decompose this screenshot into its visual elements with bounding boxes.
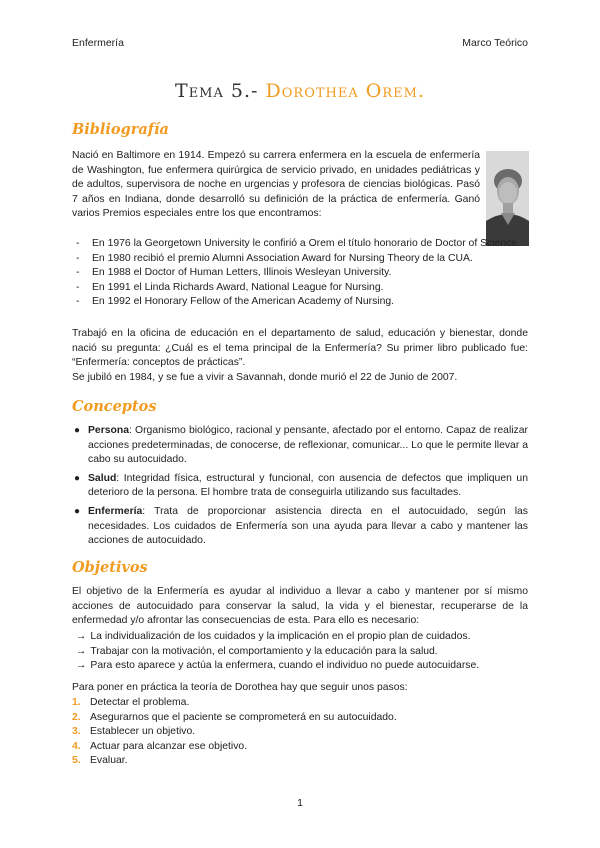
list-item: → La individualización de los cuidados y la implicación en el propio plan de cuidados. — [76, 631, 471, 642]
list-item: - En 1976 la Georgetown University le confirió a Orem el título honorario de Doctor of Science. — [76, 238, 520, 249]
header-subject: Enfermería — [72, 37, 124, 49]
list-item: 1. Detectar el problema. — [72, 697, 190, 708]
list-item: - En 1991 el Linda Richards Award, National League for Nursing. — [76, 281, 384, 293]
bio-para-3: Se jubiló en 1984, y se fue a vivir a Savannah, donde murió el 22 de Junio de 2007. — [72, 372, 458, 383]
page-title — [0, 80, 600, 102]
heading-bibliografia: Bibliografía — [72, 121, 169, 138]
concepts-list — [72, 424, 528, 553]
page-number: 1 — [297, 797, 303, 809]
list-item: → Trabajar con la motivación, el comportamiento y la educación para la salud. — [76, 645, 438, 657]
list-item: - En 1992 el Honorary Fellow of the American Academy of Nursing. — [76, 296, 395, 308]
list-item: 2. Asegurarnos que el paciente se comprometerá en su autocuidado. — [72, 711, 397, 723]
objetivos-intro: El objetivo de la Enfermería es ayudar al individuo a llevar a cabo y mantener por sí mismo acciones de autocuidado para conservar la salud, la vida y el bienestar, recuperarse de la enfermedad y/o afrontar las consecuencias de esta. Para ello es necesario: — [72, 586, 528, 627]
list-item: ● Persona: Organismo biológico, racional y pensante, afectado por el entorno. Capaz de realizar acciones predeterminadas, de conocerse, de reflexionar, comunicar... Lo que le permite llevar a cabo su autocuidado. — [74, 425, 528, 466]
awards-list — [76, 237, 528, 310]
bio-para-2: Trabajó en la oficina de educación en el departamento de salud, educación y bienestar, donde nació su pregunta: ¿Cuál es el tema principal de la Enfermería? Su primer libro publicado fue: “Enfermería: conceptos de prácticas”. — [72, 328, 528, 369]
list-item: 4. Actuar para alcanzar ese objetivo. — [72, 740, 248, 752]
objetivos-arrow-list — [76, 630, 528, 674]
steps-intro: Para poner en práctica la teoría de Dorothea hay que seguir unos pasos: — [72, 682, 408, 693]
list-item: - En 1988 el Doctor of Human Letters, Illinois Wesleyan University. — [76, 267, 392, 279]
title-name: Dorothea Orem. — [258, 80, 425, 102]
list-item: 5. Evaluar. — [72, 755, 128, 767]
steps-list — [72, 696, 528, 769]
header-section: Marco Teórico — [462, 37, 528, 49]
list-item: ● Enfermería: Trata de proporcionar asistencia directa en el autocuidado, según las necesidades. Los cuidados de Enfermería son una ayuda para llevar a cabo y mantener las acciones de autocuidado. — [74, 505, 528, 547]
list-item: 3. Establecer un objetivo. — [72, 726, 196, 738]
list-item: → Para esto aparece y actúa la enfermera, cuando el individuo no puede autocuidarse. — [76, 660, 480, 672]
portrait-icon — [486, 151, 529, 246]
title-prefix: Tema 5.- — [175, 80, 259, 102]
heading-objetivos: Objetivos — [72, 559, 148, 576]
portrait-photo — [486, 151, 529, 246]
bio-intro: Nació en Baltimore en 1914. Empezó su carrera enfermera en la escuela de enfermería de Washington, fue enfermera quirúrgica de servicio privado, en unidades pediátricas y de adultos, supervisora de noche en urgencias y profesora de ciencias biológicas. Pasó 7 años en Indiana, donde desarrolló su definición de la práctica de enfermería. Ganó varios Premios especiales entre los que encontramos: — [72, 150, 480, 220]
list-item: ● Salud: Integridad física, estructural y funcional, con ausencia de defectos que impliquen un deterioro de la persona. El hombre trata de conseguirla utilizando sus facultades. — [74, 472, 528, 499]
list-item: - En 1980 recibió el premio Alumni Association Award for Nursing Theory de la CUA. — [76, 252, 473, 264]
heading-conceptos: Conceptos — [72, 398, 157, 415]
